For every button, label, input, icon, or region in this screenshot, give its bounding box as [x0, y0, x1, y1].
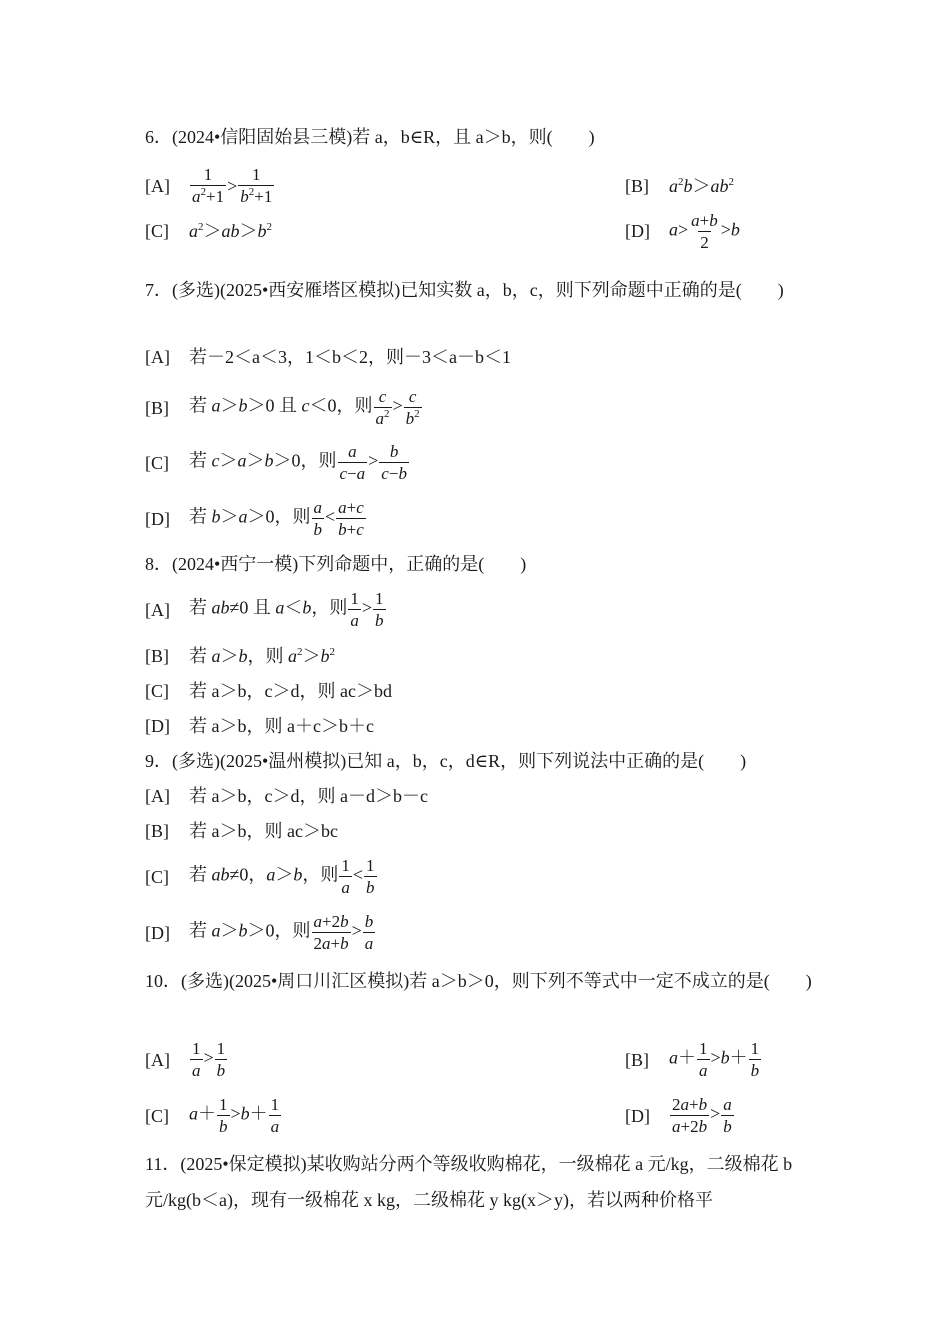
option-text: 若 a＞b，c＞d，则 a－d＞b－c: [189, 786, 428, 806]
q8-option-a[interactable]: [A] 若 ab≠0 且 a＜b，则 $\frac{1}{a}$ > $\frac{1}{b}$: [145, 589, 384, 630]
q8-option-d[interactable]: [145, 717, 810, 735]
option-label: [D]: [625, 221, 650, 241]
q8-option-b[interactable]: [B] 若 a＞b，则 $a^2>b^2$: [145, 646, 335, 666]
q8-option-c[interactable]: [145, 682, 810, 700]
option-text: 若 a＞b，则 a＋c＞b＋c: [189, 716, 374, 736]
option-label: [A]: [145, 347, 170, 367]
option-label: [C]: [145, 681, 169, 701]
question-10-row-cd: [145, 1096, 810, 1135]
option-label: [A]: [145, 1049, 170, 1070]
option-label: [C]: [145, 1105, 169, 1126]
option-label: [D]: [625, 1105, 650, 1126]
option-label: [D]: [145, 508, 170, 529]
q7-option-d[interactable]: [D] 若 b＞a＞0，则 $\frac{a}{b}$ < $\frac{a+c}{b+c}$: [145, 498, 364, 539]
q6-option-d[interactable]: [D] a> $\frac{a+b}{2}$ >b: [625, 210, 740, 252]
question-11-stem: 11．(2025•保定模拟)某收购站分两个等级收购棉花，一级棉花 a 元/kg，二级棉花 b 元/kg(b＜a)，现有一级棉花 x kg，二级棉花 y kg(x＞y)，若以两种价格平: [145, 1154, 793, 1210]
option-label: [B]: [625, 1049, 649, 1070]
option-label: [C]: [145, 452, 169, 473]
q7-option-b[interactable]: [B] 若 a＞b＞0 且 c＜0，则 $\frac{c}{a^2}$ > $\frac{c}{b^2}$: [145, 387, 420, 428]
question-6-row-ab: [145, 166, 810, 205]
q9-option-c[interactable]: [C] 若 ab≠0，a＞b，则 $\frac{1}{a}$ < $\frac{1}{b}$: [145, 856, 375, 897]
option-label: [B]: [145, 646, 169, 666]
q9-option-a[interactable]: [145, 787, 810, 805]
option-label: [D]: [145, 716, 170, 736]
q6-option-a[interactable]: [A] 1 $a^2+1$ > 1 $b^2+1$: [145, 165, 273, 206]
question-7-stem: 7．(多选)(2025•西安雁塔区模拟)已知实数 a，b，c，则下列命题中正确的是( ): [145, 280, 784, 300]
q7-option-c[interactable]: [C] 若 c＞a＞b＞0，则 $\frac{a}{c-a}$ > $\frac{b}{c-b}$: [145, 442, 407, 483]
option-label: [B]: [145, 397, 169, 418]
option-text: 若－2＜a＜3，1＜b＜2，则－3＜a－b＜1: [189, 347, 511, 367]
option-label: [D]: [145, 922, 170, 943]
option-text: 若 a＞b，c＞d，则 ac＞bd: [189, 681, 392, 701]
question-6-stem: 6．(2024•信阳固始县三模)若 a，b∈R，且 a＞b，则( ): [145, 127, 595, 147]
q10-option-a[interactable]: [A] $\frac{1}{a}$ > $\frac{1}{b}$: [145, 1039, 226, 1080]
question-10-row-ab: [145, 1040, 810, 1079]
option-label: [A]: [145, 175, 170, 196]
option-label: [B]: [625, 175, 649, 196]
question-6-row-cd: [145, 210, 810, 252]
q6-option-b[interactable]: [B] $a^2b>ab^2$: [625, 175, 734, 196]
option-label: [A]: [145, 599, 170, 620]
q10-option-c[interactable]: [C] a＋ $\frac{1}{b}$ >b＋ $\frac{1}{a}$: [145, 1095, 280, 1136]
option-label: [A]: [145, 786, 170, 806]
option-label: [C]: [145, 221, 169, 241]
question-8-stem: 8．(2024•西宁一模)下列命题中，正确的是( ): [145, 554, 527, 574]
q9-option-d[interactable]: [D] 若 a＞b＞0，则 $\frac{a+2b}{2a+b}$ > $\frac{b}{a}$: [145, 912, 374, 953]
q9-option-b[interactable]: [145, 822, 810, 840]
question-10-stem: 10．(多选)(2025•周口川汇区模拟)若 a＞b＞0，则下列不等式中一定不成立的是( ): [145, 971, 812, 991]
option-label: [C]: [145, 866, 169, 887]
q10-option-d[interactable]: [D] $\frac{2a+b}{a+2b}$ > $\frac{a}{b}$: [625, 1095, 732, 1136]
q10-option-b[interactable]: [B] a＋ $\frac{1}{a}$ >b＋ $\frac{1}{b}$: [625, 1039, 760, 1080]
q6-option-c[interactable]: [C] $a^2>ab>b^2$: [145, 221, 272, 241]
q7-option-a[interactable]: [145, 348, 810, 366]
option-text: 若 a＞b，则 ac＞bc: [189, 821, 338, 841]
option-label: [B]: [145, 821, 169, 841]
question-9-stem: 9．(多选)(2025•温州模拟)已知 a，b，c，d∈R，则下列说法中正确的是( ): [145, 751, 747, 771]
